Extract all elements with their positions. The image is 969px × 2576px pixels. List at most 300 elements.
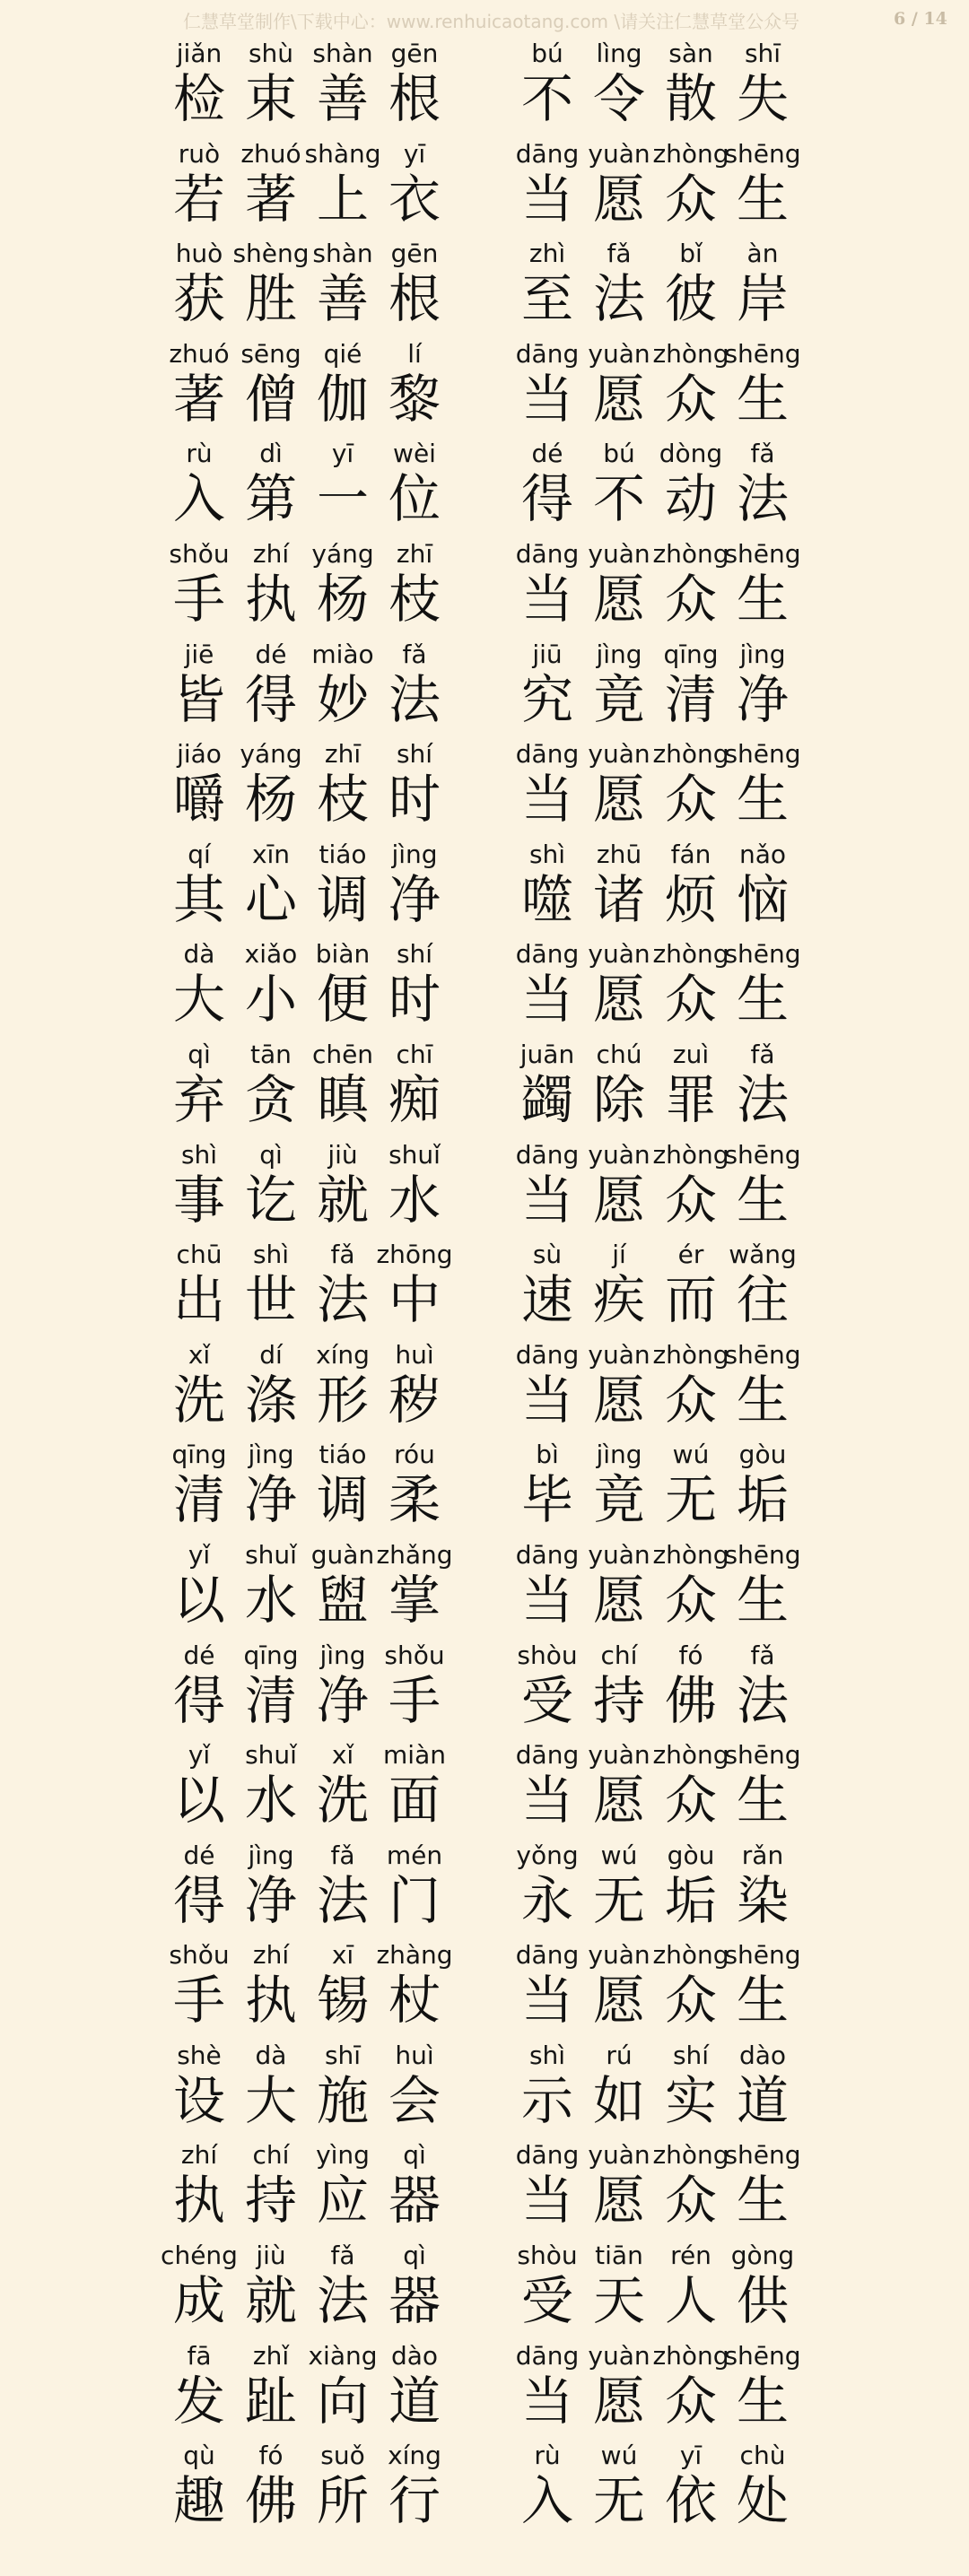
hanzi: 心 [244, 868, 297, 930]
character-cell [379, 640, 450, 741]
verse-phrase-left [163, 1841, 450, 1942]
pinyin: zhòng [652, 1539, 729, 1570]
pinyin: sēng [240, 338, 301, 369]
hanzi: 入 [520, 2470, 573, 2532]
pinyin: dé [255, 639, 287, 669]
pinyin: yǐ [188, 1740, 211, 1771]
hanzi: 无 [592, 2470, 645, 2532]
hanzi: 伽 [316, 368, 369, 430]
hanzi: 锡 [316, 1970, 369, 2032]
verse-phrase-left [163, 640, 450, 741]
verse-phrase-right [511, 239, 799, 340]
hanzi: 众 [664, 1369, 717, 1431]
verse-phrase-left [163, 2441, 450, 2542]
pinyin: fǎ [607, 239, 632, 269]
pinyin: jiù [327, 1139, 358, 1170]
hanzi: 其 [172, 868, 225, 930]
pinyin: dí [259, 1339, 283, 1370]
pinyin: wú [600, 1840, 638, 1870]
pinyin: jìng [391, 839, 438, 869]
hanzi: 处 [736, 2470, 789, 2532]
pinyin: zhòng [652, 338, 729, 369]
hanzi: 衣 [388, 168, 441, 230]
hanzi: 当 [520, 969, 573, 1031]
pinyin: yuàn [588, 338, 650, 369]
character-cell [727, 239, 799, 340]
character-cell [727, 1440, 799, 1541]
verse-phrase-left [163, 2342, 450, 2442]
hanzi: 愿 [592, 368, 645, 430]
hanzi: 恼 [736, 868, 789, 930]
verse-phrase-left [163, 1240, 453, 1341]
hanzi: 杨 [316, 568, 369, 630]
pinyin: yuàn [588, 1740, 650, 1771]
pinyin: jìng [248, 1440, 294, 1470]
verse-row [0, 340, 969, 440]
hanzi: 调 [316, 1469, 369, 1531]
hanzi: 执 [244, 1970, 297, 2032]
character-cell [727, 1841, 799, 1942]
hanzi: 痴 [388, 1068, 441, 1130]
header-watermark-text: 仁慧草堂制作\下载中心：www.renhuicaotang.com \请关注仁慧草堂公众号 [183, 11, 800, 32]
pinyin: xíng [388, 2441, 441, 2471]
pinyin: gēn [390, 239, 439, 269]
hanzi: 生 [736, 1369, 789, 1431]
verse-row [0, 140, 969, 240]
pinyin: dāng [515, 1940, 580, 1971]
verse-phrase-right [511, 1541, 799, 1641]
hanzi: 位 [388, 468, 441, 530]
hanzi: 嚼 [172, 769, 225, 831]
hanzi: 事 [172, 1169, 225, 1231]
character-cell [379, 940, 450, 1040]
hanzi: 一 [316, 468, 369, 530]
hanzi: 世 [244, 1269, 297, 1331]
pinyin: shēng [724, 538, 801, 569]
hanzi: 所 [316, 2470, 369, 2532]
hanzi: 法 [388, 668, 441, 730]
hanzi: 生 [736, 2370, 789, 2432]
verse-phrase-right [511, 39, 799, 140]
hanzi: 竟 [592, 1469, 645, 1531]
character-cell [724, 138, 801, 240]
pinyin: jìng [248, 1840, 294, 1870]
hanzi: 道 [388, 2370, 441, 2432]
hanzi: 生 [736, 1169, 789, 1231]
hanzi: 洗 [316, 1770, 369, 1832]
pinyin: zhī [324, 739, 362, 770]
verse-row [0, 940, 969, 1040]
hanzi: 水 [244, 1569, 297, 1631]
character-cell [379, 2041, 450, 2142]
hanzi: 枝 [316, 769, 369, 831]
verse-phrase-left [163, 940, 450, 1040]
pinyin: dāng [515, 939, 580, 970]
character-cell [379, 39, 450, 140]
pinyin: chí [600, 1640, 638, 1670]
hanzi: 获 [172, 268, 225, 330]
pinyin: zhòng [652, 939, 729, 970]
verse-phrase-left [163, 2241, 450, 2342]
pinyin: zhí [252, 1940, 290, 1971]
verse-row [0, 1240, 969, 1341]
hanzi: 器 [388, 2170, 441, 2232]
verse-phrase-right [511, 740, 799, 840]
character-cell [727, 2441, 799, 2542]
hanzi: 不 [592, 468, 645, 530]
hanzi: 道 [736, 2069, 789, 2131]
hanzi: 以 [172, 1569, 225, 1631]
character-cell [376, 1940, 453, 2041]
verse-content [0, 39, 969, 2542]
hanzi: 手 [172, 568, 225, 630]
verse-phrase-left [163, 1539, 453, 1641]
character-cell [379, 140, 450, 240]
hanzi: 众 [664, 368, 717, 430]
pinyin: zhòng [652, 2140, 729, 2171]
pinyin: bǐ [679, 239, 703, 269]
verse-phrase-left [163, 340, 450, 440]
hanzi: 杨 [244, 769, 297, 831]
page-number: 6 / 14 [894, 9, 947, 29]
pinyin: zhū [596, 839, 642, 869]
hanzi: 清 [664, 668, 717, 730]
pinyin: yuàn [588, 1539, 650, 1570]
pinyin: qié [323, 338, 362, 369]
hanzi: 中 [388, 1269, 441, 1331]
pinyin: gòu [667, 1840, 715, 1870]
verse-row [0, 1941, 969, 2041]
pinyin: rú [606, 2040, 633, 2070]
pinyin: dé [531, 439, 563, 469]
hanzi: 不 [520, 68, 573, 129]
pinyin: chí [252, 2140, 290, 2171]
hanzi: 生 [736, 1569, 789, 1631]
hanzi: 第 [244, 468, 297, 530]
hanzi: 善 [316, 268, 369, 330]
hanzi: 众 [664, 1770, 717, 1832]
verse-row [0, 740, 969, 840]
pinyin: biàn [315, 939, 371, 970]
character-cell [379, 2141, 450, 2241]
pinyin: qí [188, 839, 211, 869]
pinyin: zhǐ [252, 2340, 290, 2371]
verse-phrase-right [511, 439, 799, 540]
hanzi: 法 [316, 1869, 369, 1931]
hanzi: 散 [664, 68, 717, 129]
hanzi: 向 [316, 2370, 369, 2432]
verse-row [0, 540, 969, 640]
hanzi: 愿 [592, 1569, 645, 1631]
pinyin: shēng [724, 939, 801, 970]
hanzi: 法 [736, 1068, 789, 1130]
pinyin: wú [600, 2441, 638, 2471]
pinyin: rén [670, 2241, 711, 2271]
hanzi: 当 [520, 1369, 573, 1431]
hanzi: 检 [172, 68, 225, 129]
pinyin: shuǐ [245, 1740, 297, 1771]
hanzi: 时 [388, 969, 441, 1031]
hanzi: 依 [664, 2470, 717, 2532]
pinyin: dāng [515, 739, 580, 770]
hanzi: 清 [244, 1669, 297, 1731]
verse-phrase-right [511, 2141, 799, 2241]
character-cell [379, 1040, 450, 1141]
hanzi: 愿 [592, 168, 645, 230]
pinyin: yǐ [188, 1539, 211, 1570]
hanzi: 手 [172, 1970, 225, 2032]
hanzi: 得 [172, 1869, 225, 1931]
hanzi: 受 [520, 2270, 573, 2332]
pinyin: qì [403, 2241, 426, 2271]
hanzi: 杖 [388, 1970, 441, 2032]
hanzi: 执 [244, 568, 297, 630]
hanzi: 小 [244, 969, 297, 1031]
pinyin: shì [180, 1139, 218, 1170]
hanzi: 法 [592, 268, 645, 330]
hanzi: 动 [664, 468, 717, 530]
pinyin: fǎ [330, 2241, 355, 2271]
verse-row [0, 1040, 969, 1141]
pinyin: shuǐ [245, 1539, 297, 1570]
pinyin: xíng [316, 1339, 370, 1370]
hanzi: 罪 [664, 1068, 717, 1130]
pinyin: gòng [730, 2241, 795, 2271]
hanzi: 无 [664, 1469, 717, 1531]
pinyin: róu [394, 1440, 435, 1470]
hanzi: 生 [736, 2170, 789, 2232]
character-cell [379, 840, 450, 941]
verse-row [0, 1641, 969, 1742]
pinyin: shēng [724, 1139, 801, 1170]
pinyin: yuàn [588, 1339, 650, 1370]
hanzi: 众 [664, 1970, 717, 2032]
pinyin: lìng [596, 39, 642, 68]
hanzi: 愿 [592, 769, 645, 831]
pinyin: shì [528, 2040, 566, 2070]
pinyin: jiē [184, 639, 214, 669]
hanzi: 法 [736, 468, 789, 530]
character-cell [727, 439, 799, 540]
hanzi: 众 [664, 969, 717, 1031]
pinyin: xǐ [331, 1740, 354, 1771]
pinyin: chéng [161, 2241, 238, 2271]
pinyin: shàn [312, 239, 373, 269]
hanzi: 持 [244, 2170, 297, 2232]
pinyin: jìng [596, 639, 642, 669]
hanzi: 器 [388, 2270, 441, 2332]
hanzi: 人 [664, 2270, 717, 2332]
hanzi: 施 [316, 2069, 369, 2131]
pinyin: guàn [310, 1539, 375, 1570]
pinyin: ruò [178, 138, 221, 169]
character-cell [727, 39, 799, 140]
pinyin: yuàn [588, 2340, 650, 2371]
pinyin: chēn [311, 1039, 374, 1069]
hanzi: 众 [664, 2170, 717, 2232]
pinyin: yuàn [588, 138, 650, 169]
hanzi: 趣 [172, 2470, 225, 2532]
hanzi: 示 [520, 2069, 573, 2131]
hanzi: 当 [520, 2370, 573, 2432]
hanzi: 发 [172, 2370, 225, 2432]
pinyin: xīn [251, 839, 291, 869]
hanzi: 烦 [664, 868, 717, 930]
hanzi: 众 [664, 168, 717, 230]
hanzi: 若 [172, 168, 225, 230]
hanzi: 根 [388, 68, 441, 129]
pinyin: chù [739, 2441, 786, 2471]
hanzi: 净 [316, 1669, 369, 1731]
hanzi: 水 [388, 1169, 441, 1231]
pinyin: zhí [252, 538, 290, 569]
hanzi: 毕 [520, 1469, 573, 1531]
hanzi: 永 [520, 1869, 573, 1931]
pinyin: yáng [311, 538, 374, 569]
pinyin: xī [331, 1940, 354, 1971]
verse-phrase-right [511, 940, 799, 1040]
pinyin: àn [746, 239, 779, 269]
verse-phrase-right [511, 1941, 799, 2041]
verse-phrase-right [511, 1240, 799, 1341]
pinyin: wèi [393, 439, 436, 469]
character-cell [727, 840, 799, 941]
hanzi: 如 [592, 2069, 645, 2131]
hanzi: 大 [172, 969, 225, 1031]
pinyin: zhōng [376, 1240, 453, 1270]
character-cell [727, 2241, 799, 2342]
character-cell [379, 2342, 450, 2442]
hanzi: 秽 [388, 1369, 441, 1431]
pinyin: huì [395, 1339, 434, 1370]
character-cell [727, 2041, 799, 2142]
hanzi: 疾 [592, 1269, 645, 1331]
hanzi: 调 [316, 868, 369, 930]
verse-phrase-right [511, 2342, 799, 2442]
verse-phrase-left [163, 140, 450, 240]
hanzi: 众 [664, 2370, 717, 2432]
pinyin: shǒu [169, 538, 230, 569]
pinyin: gòu [738, 1440, 787, 1470]
pinyin: gēn [390, 39, 439, 68]
pinyin: shuǐ [388, 1139, 441, 1170]
pinyin: shēng [724, 2140, 801, 2171]
pinyin: shì [252, 1240, 290, 1270]
verse-row [0, 1341, 969, 1441]
pinyin: dé [183, 1840, 215, 1870]
verse-phrase-left [163, 1641, 450, 1742]
pinyin: shè [177, 2040, 222, 2070]
hanzi: 愿 [592, 969, 645, 1031]
pinyin: wǎng [729, 1240, 797, 1270]
verse-phrase-right [511, 2241, 799, 2342]
verse-row [0, 39, 969, 140]
hanzi: 众 [664, 568, 717, 630]
character-cell [379, 540, 450, 640]
pinyin: yuàn [588, 1940, 650, 1971]
hanzi: 当 [520, 2170, 573, 2232]
pinyin: jìng [739, 639, 786, 669]
character-cell [379, 1641, 450, 1742]
pinyin: shēng [724, 1339, 801, 1370]
pinyin: juān [519, 1039, 575, 1069]
pinyin: chī [396, 1039, 433, 1069]
pinyin: shì [528, 839, 566, 869]
hanzi: 至 [520, 268, 573, 330]
character-cell [379, 1141, 450, 1241]
hanzi: 著 [172, 368, 225, 430]
pinyin: rù [534, 2441, 561, 2471]
hanzi: 贪 [244, 1068, 297, 1130]
verse-phrase-left [163, 239, 450, 340]
hanzi: 形 [316, 1369, 369, 1431]
hanzi: 生 [736, 568, 789, 630]
pinyin: dì [259, 439, 283, 469]
hanzi: 染 [736, 1869, 789, 1931]
pinyin: yìng [316, 2140, 370, 2171]
pinyin: dào [738, 2040, 787, 2070]
hanzi: 生 [736, 368, 789, 430]
pinyin: zhòng [652, 2340, 729, 2371]
hanzi: 天 [592, 2270, 645, 2332]
pinyin: mén [386, 1840, 443, 1870]
pinyin: dāng [515, 1740, 580, 1771]
pinyin: shēng [724, 1740, 801, 1771]
pinyin: huì [395, 2040, 434, 2070]
hanzi: 妙 [316, 668, 369, 730]
pinyin: dāng [515, 538, 580, 569]
pinyin: dāng [515, 138, 580, 169]
hanzi: 面 [388, 1770, 441, 1832]
pinyin: tiáo [319, 839, 367, 869]
pinyin: miào [311, 639, 374, 669]
verse-phrase-right [511, 1341, 799, 1441]
hanzi: 便 [316, 969, 369, 1031]
hanzi: 盥 [316, 1569, 369, 1631]
verse-phrase-right [511, 2441, 799, 2542]
pinyin: dāng [515, 2340, 580, 2371]
hanzi: 胜 [244, 268, 297, 330]
verse-phrase-right [511, 340, 799, 440]
hanzi: 当 [520, 769, 573, 831]
pinyin: jiū [532, 639, 563, 669]
hanzi: 门 [388, 1869, 441, 1931]
hanzi: 涤 [244, 1369, 297, 1431]
hanzi: 应 [316, 2170, 369, 2232]
pinyin: qì [403, 2140, 426, 2171]
hanzi: 设 [172, 2069, 225, 2131]
pinyin: bú [603, 439, 635, 469]
pinyin: shí [396, 939, 433, 970]
hanzi: 众 [664, 1569, 717, 1631]
verse-phrase-left [163, 1341, 450, 1441]
pinyin: zuì [672, 1039, 710, 1069]
pinyin: jìng [319, 1640, 366, 1670]
pinyin: fǎ [402, 639, 427, 669]
hanzi: 而 [664, 1269, 717, 1331]
pinyin: qīng [663, 639, 719, 669]
pinyin: dāng [515, 2140, 580, 2171]
hanzi: 当 [520, 1169, 573, 1231]
hanzi: 究 [520, 668, 573, 730]
verse-row [0, 2041, 969, 2142]
character-cell [379, 1440, 450, 1541]
verse-phrase-right [511, 840, 799, 941]
pinyin: yuàn [588, 739, 650, 770]
hanzi: 法 [316, 1269, 369, 1331]
pinyin: shēng [724, 1539, 801, 1570]
verse-phrase-left [163, 540, 450, 640]
